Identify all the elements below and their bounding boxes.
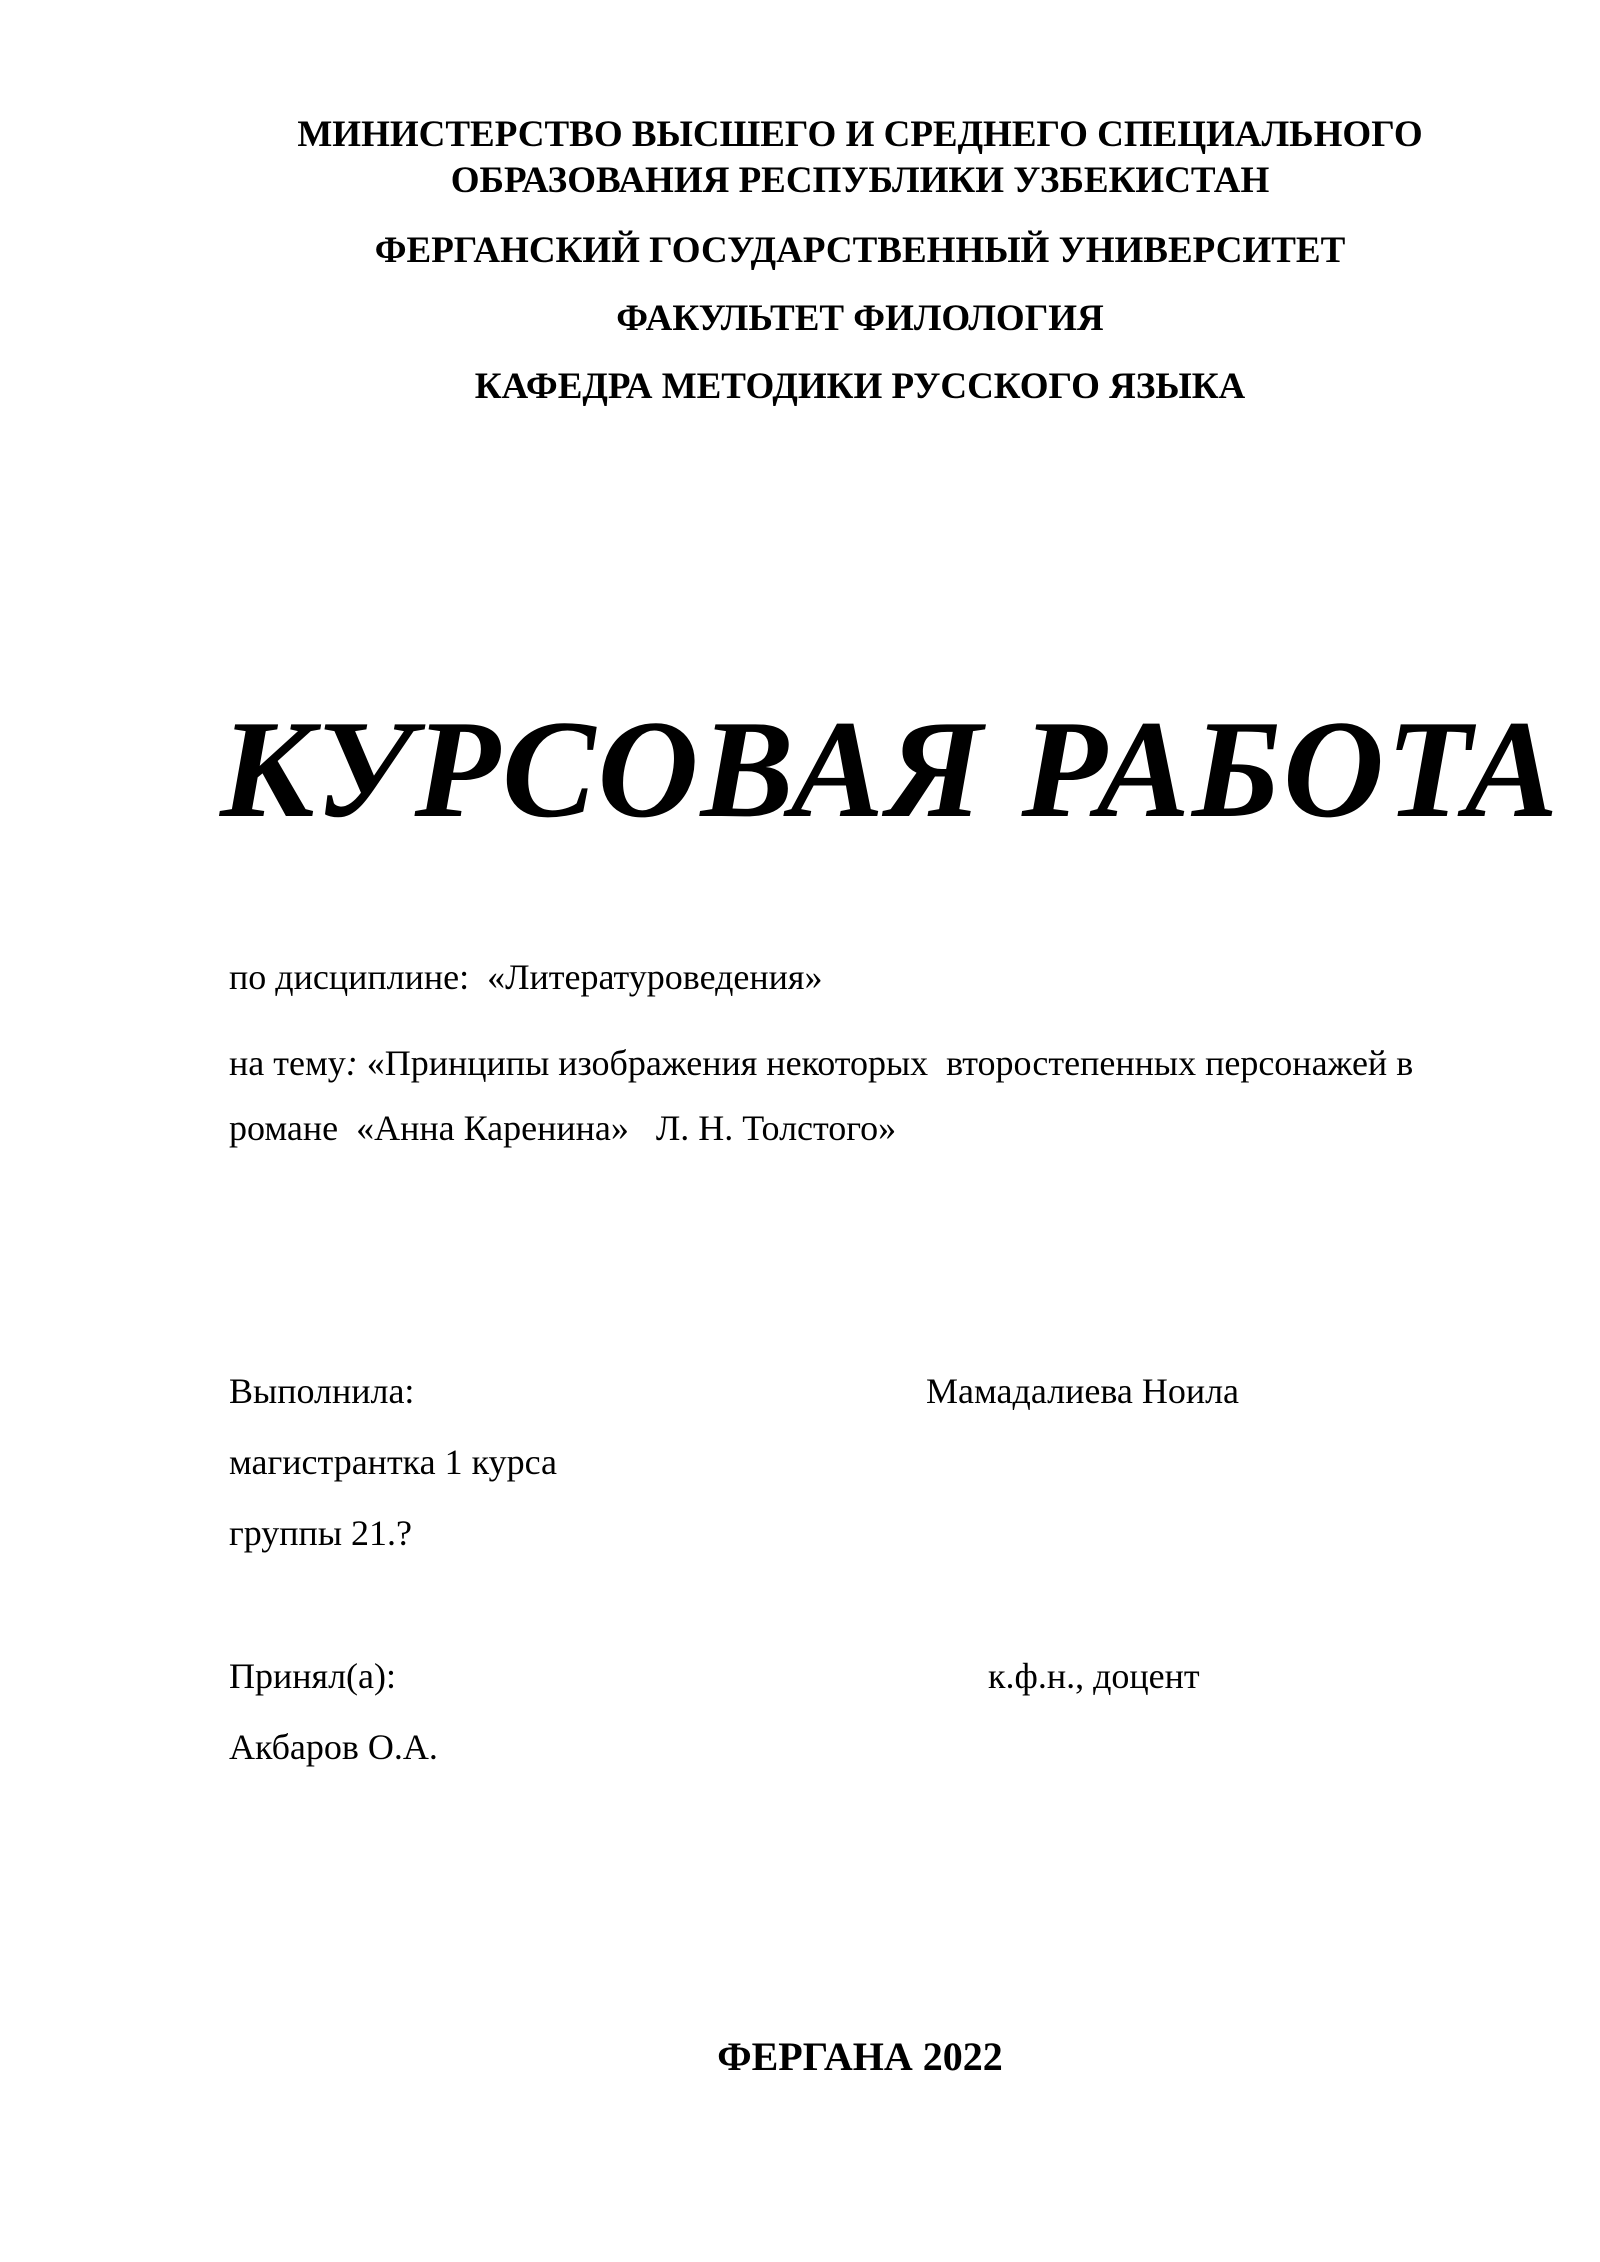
author-label: Выполнила:: [229, 1371, 415, 1411]
discipline-value: «Литературоведения»: [487, 957, 823, 997]
author-name: Мамадалиева Ноила: [926, 1371, 1240, 1411]
author-group: группы 21.?: [229, 1513, 412, 1553]
author-course: магистрантка 1 курса: [229, 1442, 557, 1482]
topic-label-colon: :: [345, 1043, 358, 1083]
discipline-label: по дисциплине:: [229, 957, 470, 997]
reviewer-title: к.ф.н., доцент: [988, 1656, 1200, 1696]
topic-text-line-1: «Принципы изображения некоторых второстепенных персонажей в: [366, 1043, 1414, 1083]
discipline-line: [229, 955, 822, 999]
topic-line-1: [229, 1041, 1413, 1085]
reviewer-label: Принял(а):: [229, 1656, 397, 1696]
faculty-name: ФАКУЛЬТЕТ ФИЛОЛОГИЯ: [616, 298, 1104, 339]
document-title: КУРСОВАЯ РАБОТА: [220, 692, 1561, 847]
reviewer-name: Акбаров О.А.: [229, 1727, 438, 1767]
ministry-line-1: МИНИСТЕРСТВО ВЫСШЕГО И СРЕДНЕГО СПЕЦИАЛЬНОГО: [297, 114, 1423, 155]
university-name: ФЕРГАНСКИЙ ГОСУДАРСТВЕННЫЙ УНИВЕРСИТЕТ: [374, 230, 1346, 271]
ministry-line-2: ОБРАЗОВАНИЯ РЕСПУБЛИКИ УЗБЕКИСТАН: [450, 160, 1270, 201]
topic-label: на тему: [229, 1043, 346, 1083]
topic-text-line-2: романе «Анна Каренина» Л. Н. Толстого»: [229, 1108, 897, 1148]
department-name: КАФЕДРА МЕТОДИКИ РУССКОГО ЯЗЫКА: [474, 366, 1246, 407]
city-year: ФЕРГАНА 2022: [717, 2034, 1003, 2079]
